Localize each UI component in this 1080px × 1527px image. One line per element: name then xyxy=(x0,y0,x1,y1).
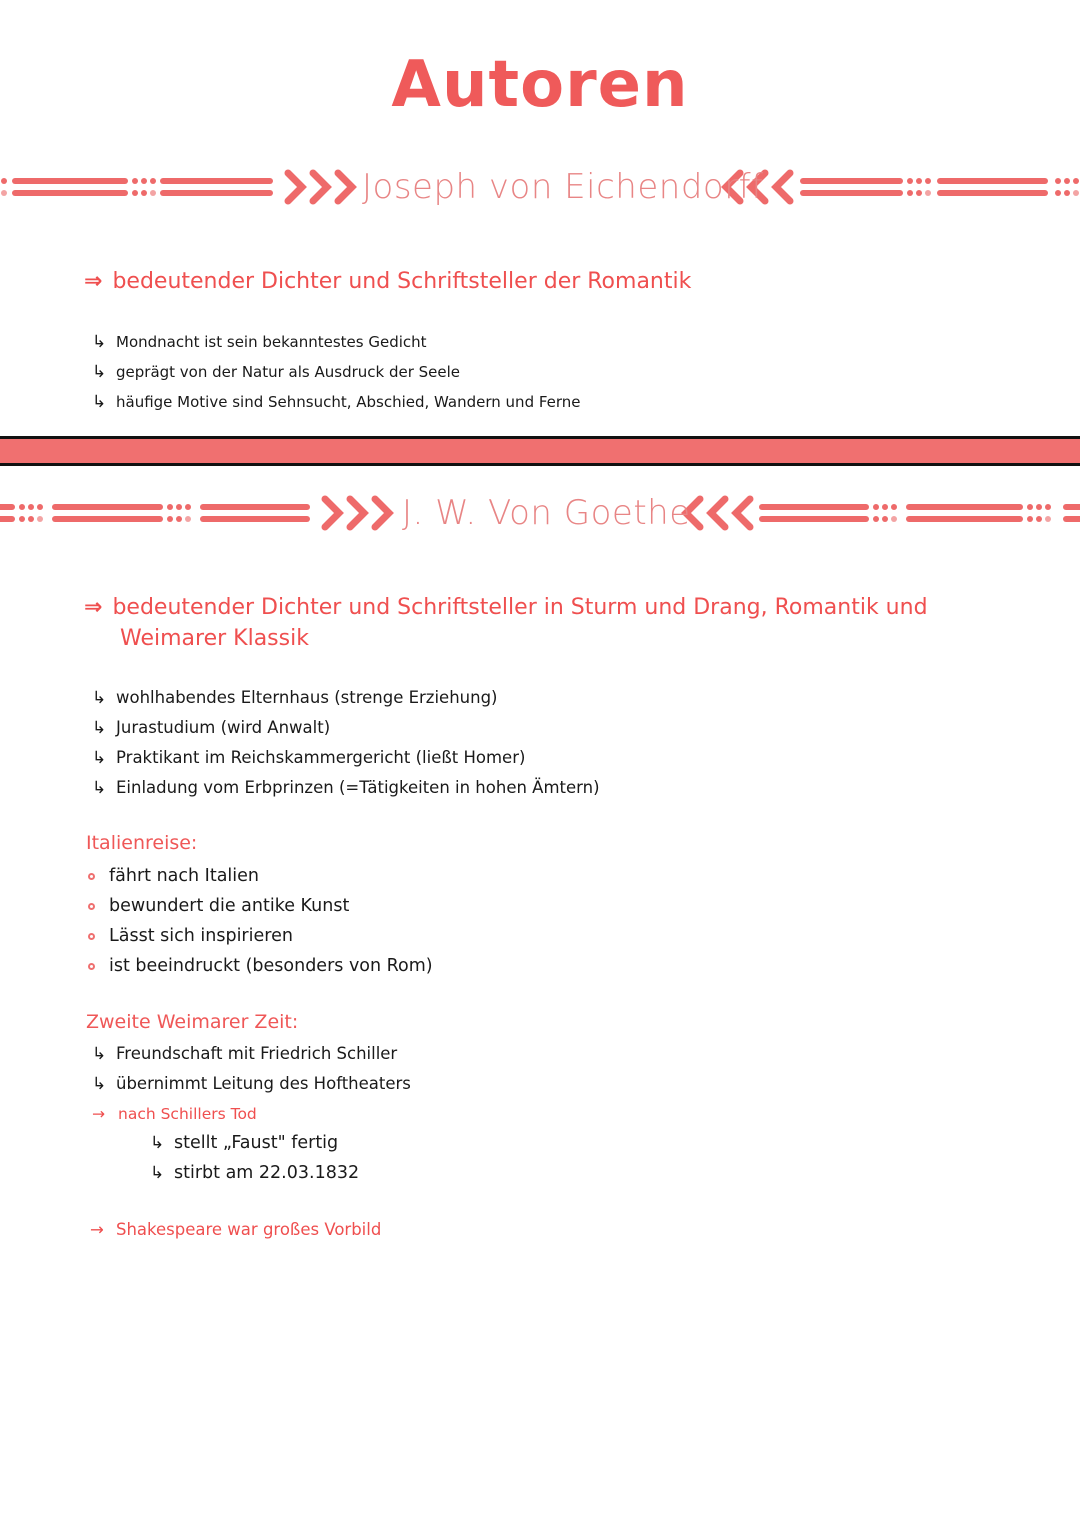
hook-arrow-icon: ↳ xyxy=(92,1074,107,1094)
list-item: ist beeindruckt (besonders von Rom) xyxy=(88,951,433,981)
double-arrow-icon: ⇒ xyxy=(84,595,103,620)
italienreise-heading: Italienreise: xyxy=(86,832,198,854)
hook-arrow-icon: ↳ xyxy=(92,392,107,412)
list-item: ↳ geprägt von der Natur als Ausdruck der Seele xyxy=(92,357,581,387)
list-item: ↳ stirbt am 22.03.1832 xyxy=(150,1158,359,1188)
section-separator-band xyxy=(0,436,1080,466)
headline-text: bedeutender Dichter und Schriftsteller der Romantik xyxy=(112,269,692,294)
eichendorff-headline xyxy=(84,266,691,297)
closing-note: → Shakespeare war großes Vorbild xyxy=(90,1220,382,1239)
bullet-dot-icon xyxy=(88,903,95,910)
bullet-dot-icon xyxy=(88,873,95,880)
goethe-headline xyxy=(84,592,928,654)
section-divider-eichendorff xyxy=(0,163,1080,213)
hook-arrow-icon: ↳ xyxy=(92,362,107,382)
headline-text: bedeutender Dichter und Schriftsteller in Sturm und Drang, Romantik und xyxy=(112,595,928,620)
goethe-facts xyxy=(92,683,600,803)
hook-arrow-icon: ↳ xyxy=(92,778,107,798)
hook-arrow-icon: ↳ xyxy=(92,332,107,352)
list-item: ↳ Einladung vom Erbprinzen (=Tätigkeiten in hohen Ämtern) xyxy=(92,773,600,803)
author-name-goethe: J. W. Von Goethe xyxy=(402,493,691,533)
headline-text-line2: Weimarer Klassik xyxy=(120,626,309,651)
bullet-dot-icon xyxy=(88,963,95,970)
hook-arrow-icon: ↳ xyxy=(92,688,107,708)
list-item: Lässt sich inspirieren xyxy=(88,921,433,951)
bullet-dot-icon xyxy=(88,933,95,940)
weimar-heading: Zweite Weimarer Zeit: xyxy=(86,1011,299,1033)
hook-arrow-icon: ↳ xyxy=(150,1163,165,1183)
page-title: Autoren xyxy=(391,48,689,122)
hook-arrow-icon: ↳ xyxy=(92,718,107,738)
list-item: ↳ häufige Motive sind Sehnsucht, Abschied, Wandern und Ferne xyxy=(92,387,581,417)
right-arrow-icon: → xyxy=(92,1105,105,1123)
list-item: ↳ Freundschaft mit Friedrich Schiller xyxy=(92,1039,411,1069)
list-item: fährt nach Italien xyxy=(88,861,433,891)
hook-arrow-icon: ↳ xyxy=(92,748,107,768)
eichendorff-facts xyxy=(92,327,581,417)
list-item: bewundert die antike Kunst xyxy=(88,891,433,921)
section-divider-goethe xyxy=(0,489,1080,539)
italienreise-list xyxy=(88,861,433,981)
list-item-after-schiller: → nach Schillers Tod xyxy=(92,1099,411,1129)
list-item: ↳ wohlhabendes Elternhaus (strenge Erziehung) xyxy=(92,683,600,713)
weimar-list xyxy=(92,1039,411,1129)
hook-arrow-icon: ↳ xyxy=(150,1133,165,1153)
list-item: ↳ stellt „Faust" fertig xyxy=(150,1128,359,1158)
author-name-eichendorff: Joseph von Eichendorff xyxy=(362,167,764,207)
double-arrow-icon: ⇒ xyxy=(84,269,103,294)
list-item: ↳ Jurastudium (wird Anwalt) xyxy=(92,713,600,743)
right-arrow-icon: → xyxy=(90,1220,104,1239)
hook-arrow-icon: ↳ xyxy=(92,1044,107,1064)
after-schiller-list xyxy=(150,1128,359,1188)
list-item: ↳ Mondnacht ist sein bekanntestes Gedicht xyxy=(92,327,581,357)
list-item: ↳ Praktikant im Reichskammergericht (ließt Homer) xyxy=(92,743,600,773)
list-item: ↳ übernimmt Leitung des Hoftheaters xyxy=(92,1069,411,1099)
